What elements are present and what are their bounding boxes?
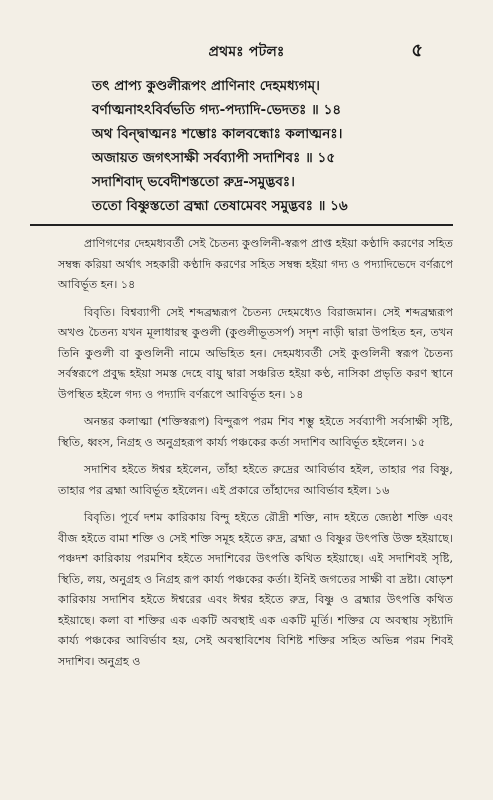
commentary-paragraph: বিবৃতি। পূর্বে দশম কারিকায় বিন্দু হইতে রৌদ্রী শক্তি, নাদ হইতে জ্যেষ্ঠা শক্তি এবং বীজ হইতে বামা শক্তি ও সেই শক্তি সমূহ হইতে রুদ্র, ব্রহ্মা ও বিষ্ণুর উৎপত্তি উক্ত হইয়াছে। পঞ্চদশ কারিকায় পরমশিব হইতে সদাশিবের উৎপত্তি কথিত হইয়াছে। এই সদাশিবই সৃষ্টি, স্থিতি, লয়, অনুগ্রহ ও নিগ্রহ রূপ কার্য্য পঞ্চকের কর্তা। ইনিই জগতের সাক্ষী বা দ্রষ্টা। ষোড়শ কারিকায় সদাশিব হইতে ঈশ্বরের এবং ঈশ্বর হইতে রুদ্র, বিষ্ণু ও ব্রহ্মার উৎপত্তি কথিত হইয়াছে। কলা বা শক্তির এক একটি অবস্থাই এক একটি মূর্তি। শক্তির যে অবস্থায় সৃষ্ট্যাদি কার্য্য পঞ্চকের আবির্ভাব হয়, সেই অবস্থাবিশেষ বিশিষ্ট শক্তির সহিত অভিন্ন পরম শিবই সদাশিব। অনুগ্রহ ও [58,511,453,668]
commentary-paragraph: প্রাণিগণের দেহমধ্যবর্তী সেই চৈতন্য কুণ্ডলিনী-স্বরূপ প্রাপ্ত হইয়া কণ্ঠাদি করণের সহিত সম্বন্ধ করিয়া অর্থাৎ সহকারী কণ্ঠাদি করণের সহিত সম্বন্ধ হইয়া গদ্য ও পদ্যাদিভেদে বর্ণরূপে আবির্ভূত হন। ১৪ [58,237,453,291]
verse-line: তৎ প্রাপ্য কুণ্ডলীরূপং প্রাণিনাং দেহমধ্যগম্। [92,78,321,94]
page-number: ৫ [411,40,423,61]
divider-rule [30,224,453,226]
chapter-heading: প্রথমঃ পটলঃ [208,44,285,60]
verse-line: বর্ণাত্মনাঽঽবির্বভতি গদ্য-পদ্যাদি-ভেদতঃ ॥ ১৪ [92,102,342,118]
commentary-block [58,234,453,679]
commentary-paragraph: অনন্তর কলাত্মা (শক্তিস্বরূপ) বিন্দুরূপ পরম শিব শম্ভু হইতে সর্বব্যাপী সর্বসাক্ষী সৃষ্টি, স্থিতি, ধ্বংস, নিগ্রহ ও অনুগ্রহরূপ কার্য্য পঞ্চকের কর্তা সদাশিব আবির্ভূত হইলেন। ১৫ [58,415,453,449]
verse-block [92,74,453,218]
verse-line: ততো বিষ্ণুস্ততো ব্রহ্মা তেষামেবং সমুদ্ভবঃ ॥ ১৬ [92,198,348,214]
verse-line: সদাশিবাদ্ ভবেদীশস্ততো রুদ্র-সমুদ্ভবঃ। [92,174,296,190]
verse-line: অজায়ত জগৎসাক্ষী সর্বব্যাপী সদাশিবঃ ॥ ১৫ [92,150,336,166]
verse-line: অথ বিন্দ্বাত্মনঃ শম্ভোঃ কালবন্ধোঃ কলাত্মনঃ। [92,126,343,142]
commentary-paragraph: বিবৃতি। বিশ্বব্যাপী সেই শব্দব্রহ্মরূপ চৈতন্য দেহমধ্যেও বিরাজমান। সেই শব্দব্রহ্মরূপ অখণ্ড চৈতন্য যখন মূলাধারস্থ কুণ্ডলী (কুণ্ডলীভূতসর্প) সদৃশ নাড়ী দ্বারা উপহিত হন, তখন তিনি কুণ্ডলী বা কুণ্ডলিনী নামে অভিহিত হন। দেহমধ্যবর্তী সেই কুণ্ডলিনী স্বরূপ চৈতন্য সর্বস্বরূপে প্রবুদ্ধ হইয়া সমস্ত দেহে বায়ু দ্বারা সঞ্চরিত হইয়া কণ্ঠ, নাসিকা প্রভৃতি করণ স্থানে উপস্থিত হইলে গদ্য ও পদ্যাদি বর্ণরূপে আবির্ভূত হন। ১৪ [58,305,453,401]
commentary-paragraph: সদাশিব হইতে ঈশ্বর হইলেন, তাঁহা হইতে রুদ্রের আবির্ভাব হইল, তাহার পর বিষ্ণু, তাহার পর ব্রহ্মা আবির্ভূত হইলেন। এই প্রকারে তাঁহাদের আবির্ভাব হইল। ১৬ [58,463,453,497]
